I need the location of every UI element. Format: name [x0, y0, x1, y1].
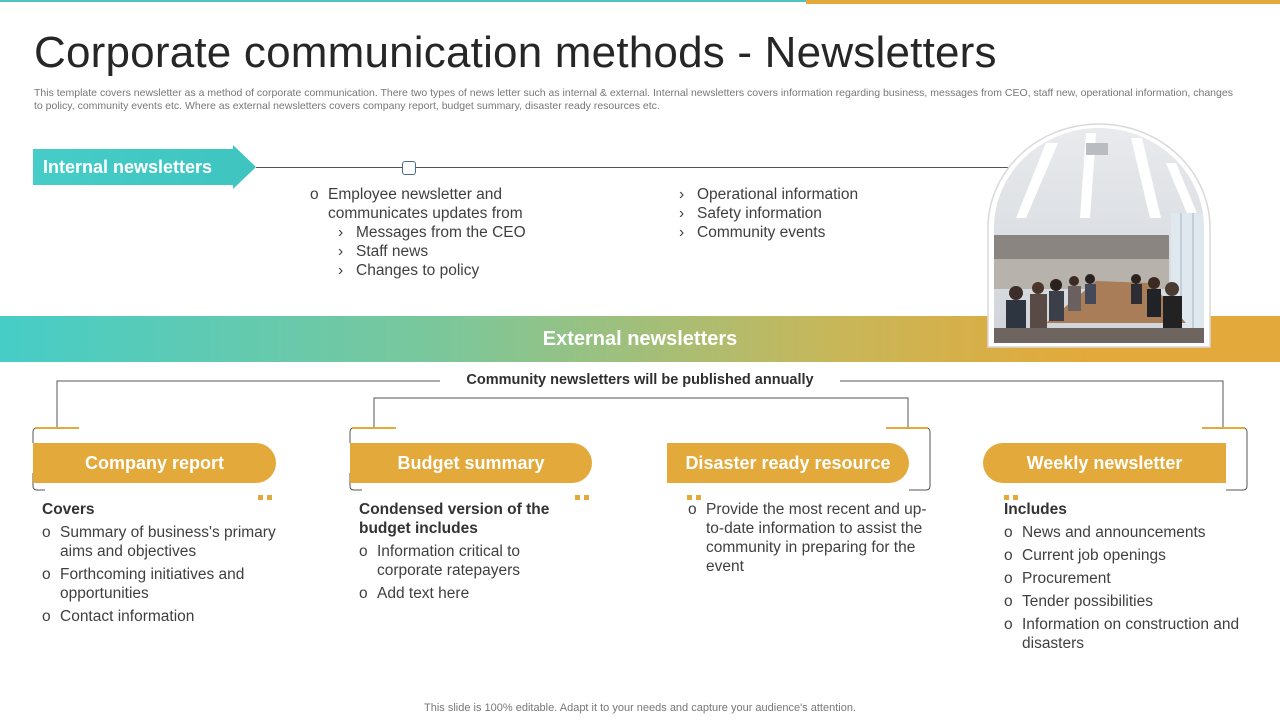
- circle-bullet-icon: o: [1004, 547, 1013, 564]
- internal-column-2: [679, 185, 939, 242]
- disaster-ready-resource-body: [688, 500, 928, 576]
- circle-bullet-icon: o: [1004, 524, 1013, 541]
- weekly-newsletter-header: Weekly newsletter: [983, 443, 1226, 483]
- list-item: › Community events: [679, 224, 826, 241]
- top-accent-line-gold: [806, 0, 1280, 4]
- circle-bullet-icon: o: [42, 566, 51, 583]
- external-newsletters-label: External newsletters: [542, 328, 738, 350]
- circle-bullet-icon: o: [1004, 616, 1013, 633]
- list-item: › Changes to policy: [338, 262, 480, 279]
- chevron-bullet-icon: ›: [338, 262, 344, 279]
- list-item: o Provide the most recent and up-to-date information to assist the community in preparing for the event: [688, 501, 927, 575]
- budget-summary-body: [359, 500, 589, 603]
- community-connector-label: Community newsletters will be published annually: [440, 372, 840, 388]
- card-dots: [258, 487, 276, 492]
- chevron-bullet-icon: ›: [338, 224, 344, 241]
- footer-note: This slide is 100% editable. Adapt it to your needs and capture your audience's attention.: [424, 702, 856, 714]
- internal-newsletters-label: Internal newsletters: [43, 157, 213, 177]
- circle-bullet-icon: o: [310, 186, 319, 203]
- top-accent-line-teal: [0, 0, 806, 2]
- disaster-ready-resource-header: Disaster ready resource: [667, 443, 909, 483]
- weekly-newsletter-body: [1004, 500, 1244, 653]
- company-report-body: [42, 500, 282, 626]
- list-item: o Procurement: [1004, 570, 1111, 587]
- list-item: o News and announcements: [1004, 524, 1206, 541]
- list-item: › Messages from the CEO: [338, 224, 526, 241]
- internal-column-1: [310, 185, 580, 280]
- circle-bullet-icon: o: [359, 543, 368, 560]
- list-item: o Summary of business's primary aims and objectives: [42, 524, 276, 560]
- budget-summary-header: Budget summary: [350, 443, 592, 483]
- card-dots: [575, 487, 593, 492]
- list-item: o Add text here: [359, 585, 470, 602]
- circle-bullet-icon: o: [1004, 570, 1013, 587]
- circle-bullet-icon: o: [42, 524, 51, 541]
- circle-bullet-icon: o: [1004, 593, 1013, 610]
- meeting-room-photo-icon: [986, 123, 1212, 349]
- card-heading: Condensed version of the budget includes: [359, 501, 550, 537]
- page-title: Corporate communication methods - Newsletters: [34, 28, 997, 77]
- list-item: o Contact information: [42, 608, 195, 625]
- list-item: o Current job openings: [1004, 547, 1166, 564]
- company-report-header: Company report: [33, 443, 276, 483]
- circle-bullet-icon: o: [359, 585, 368, 602]
- card-dots: [687, 487, 705, 492]
- internal-connector-line: [256, 167, 1016, 168]
- list-item: o Information critical to corporate ratepayers: [359, 543, 521, 579]
- list-item: o Forthcoming initiatives and opportunities: [42, 566, 245, 602]
- chevron-bullet-icon: ›: [679, 186, 685, 203]
- chevron-bullet-icon: ›: [679, 205, 685, 222]
- chevron-bullet-icon: ›: [338, 243, 344, 260]
- card-heading: Covers: [42, 501, 95, 518]
- internal-connector-node: [402, 161, 416, 175]
- card-dots: [1004, 487, 1022, 492]
- page-subtitle: This template covers newsletter as a method of corporate communication. There two types of news letter such as internal & external. Internal newsletters covers information regarding business, messages from CEO, staff new, operational information, changes to policy, community events etc. Where as external newsletters covers company report, budget summary, disaster ready resources etc.: [34, 87, 1233, 112]
- list-item: o Information on construction and disasters: [1004, 616, 1240, 652]
- list-item: › Operational information: [679, 186, 859, 203]
- list-item: › Safety information: [679, 205, 822, 222]
- card-heading: Includes: [1004, 501, 1067, 518]
- chevron-bullet-icon: ›: [679, 224, 685, 241]
- list-item: › Staff news: [338, 243, 429, 260]
- list-item: o Tender possibilities: [1004, 593, 1153, 610]
- circle-bullet-icon: o: [42, 608, 51, 625]
- circle-bullet-icon: o: [688, 501, 697, 518]
- list-item: o Employee newsletter and communicates updates from: [310, 186, 523, 222]
